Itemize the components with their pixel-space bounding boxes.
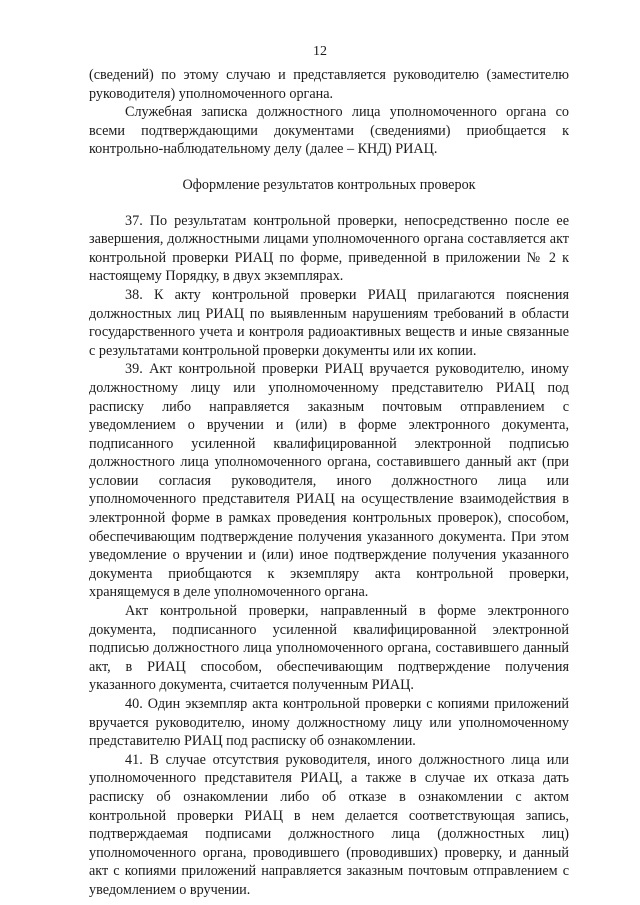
paragraph-39-electronic-act: Акт контрольной проверки, направленный в форме электронного документа, подписанного усиленной квалифицированной электронной подписью должностного лица уполномоченного органа, составившего данный акт, в РИАЦ способом, обеспечивающим подтверждение получения указанного документа, считается полученным РИАЦ. bbox=[89, 603, 569, 694]
paragraph-memo: Служебная записка должностного лица уполномоченного органа со всеми подтверждающими документами (сведениями) приобщается к контрольно-наблюдательному делу (далее – КНД) РИАЦ. bbox=[89, 104, 569, 158]
paragraph-continuation: (сведений) по этому случаю и представляется руководителю (заместителю руководителя) уполномоченного органа. bbox=[89, 67, 569, 102]
paragraph-37: 37. По результатам контрольной проверки, непосредственно после ее завершения, должностными лицами уполномоченного органа составляется акт контрольной проверки РИАЦ по форме, приведенной в приложении № 2 к настоящему Порядку, в двух экземплярах. bbox=[89, 212, 569, 285]
paragraph-38: 38. К акту контрольной проверки РИАЦ прилагаются пояснения должностных лиц РИАЦ по выявленным нарушениям требований в области государственного учета и контроля радиоактивных веществ и иные связанные с результатами контрольной проверки документы или их копии. bbox=[89, 286, 569, 359]
document-body bbox=[89, 66, 569, 900]
paragraph-39: 39. Акт контрольной проверки РИАЦ вручается руководителю, иному должностному лицу или уполномоченному представителю РИАЦ под расписку либо направляется заказным почтовым отправлением с уведомлением о вручении и (или) в форме электронного документа, подписанного усиленной квалифицированной электронной подписью должностного лица уполномоченного органа, составившего данный акт (при условии согласия руководителя, иного должностного лица или уполномоченного представителя РИАЦ на осуществление взаимодействия в электронной форме в рамках проведения контрольных проверок), способом, обеспечивающим подтверждение получения указанного документа. При этом уведомление о вручении и (или) иное подтверждение получения указанного документа приобщаются к экземпляру акта контрольной проверки, хранящемуся в деле уполномоченного органа. bbox=[89, 361, 569, 601]
section-heading: Оформление результатов контрольных проверок bbox=[182, 176, 476, 193]
paragraph-41: 41. В случае отсутствия руководителя, иного должностного лица или уполномоченного представителя РИАЦ, а также в случае их отказа дать расписку об ознакомлении либо об отказе в ознакомлении с актом контрольной проверки РИАЦ в нем делается соответствующая запись, подтверждаемая подписами должностного лица (должностных лиц) уполномоченного органа, проводившего (проводивших) проверку, и данный акт с копиями приложений направляется заказным почтовым отправлением с уведомлением о вручении. bbox=[89, 751, 569, 898]
paragraph-40: 40. Один экземпляр акта контрольной проверки с копиями приложений вручается руководителю, иному должностному лицу или уполномоченному представителю РИАЦ под расписку об ознакомлении. bbox=[89, 696, 569, 750]
page-number: 12 bbox=[313, 44, 327, 59]
